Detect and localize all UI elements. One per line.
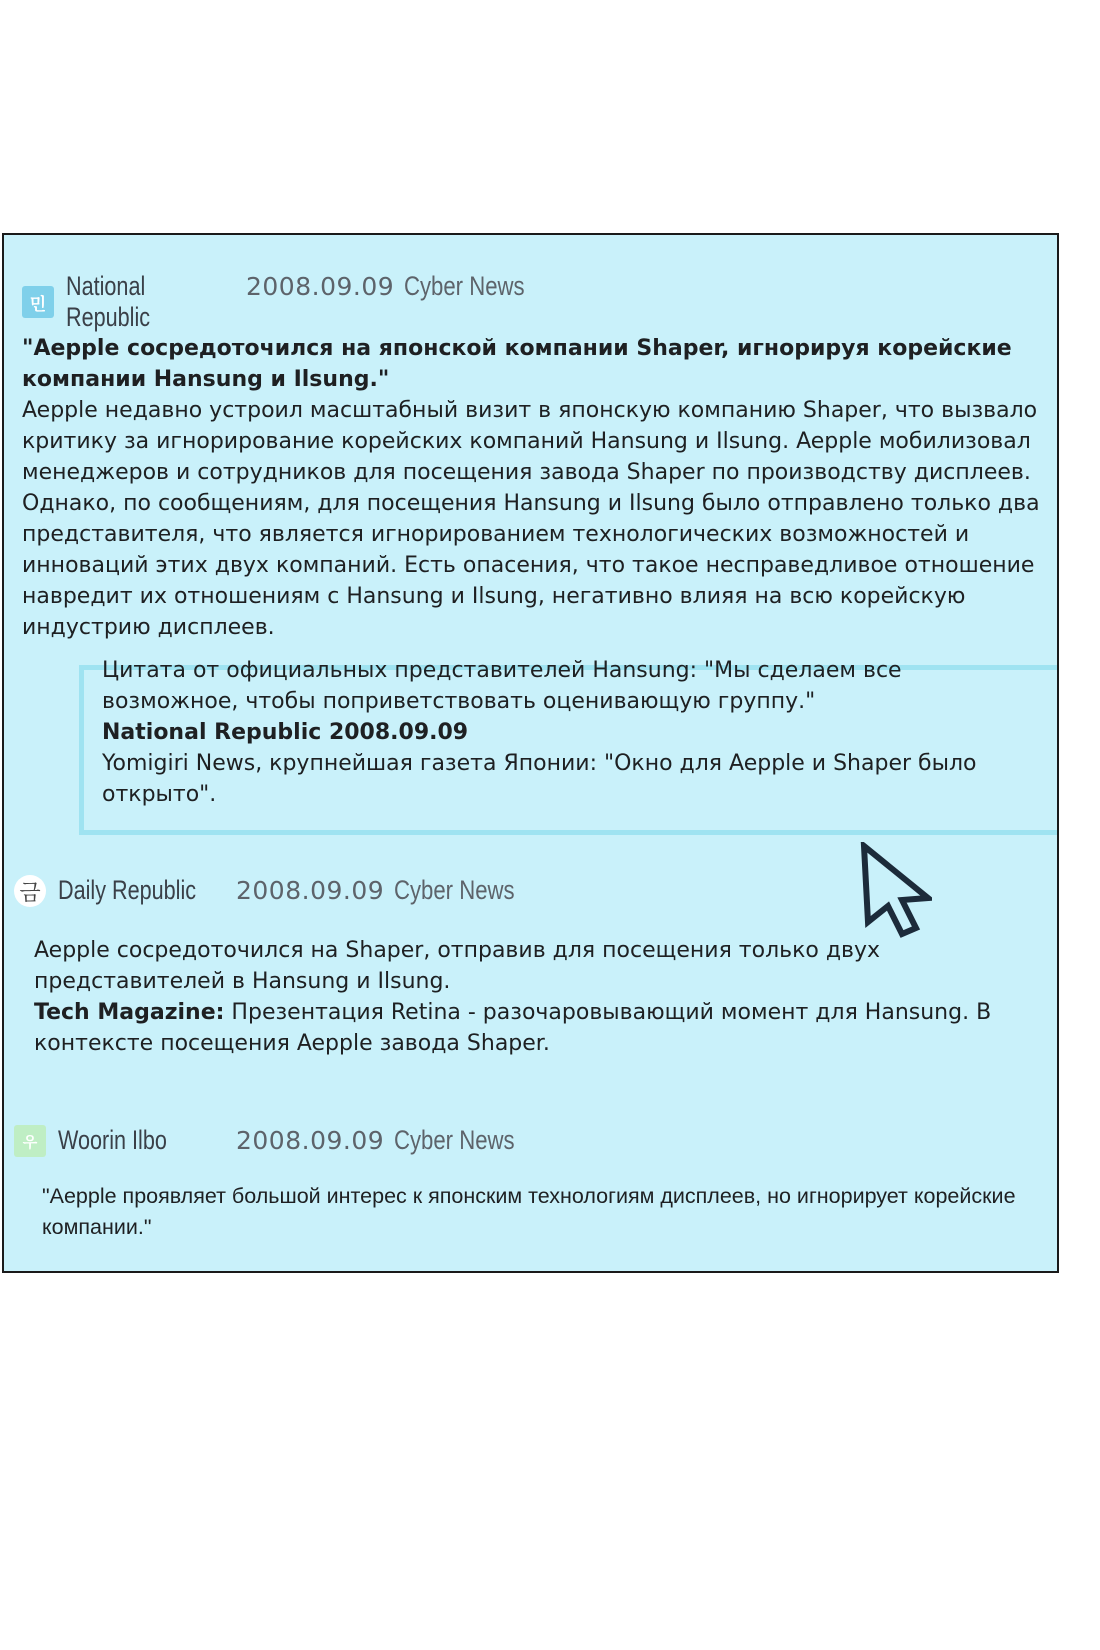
news-panel (2, 233, 1059, 1273)
article-category[interactable]: Cyber News (404, 271, 525, 301)
article-date: 2008.09.09 (246, 272, 395, 301)
source-name[interactable]: National Republic (66, 271, 151, 332)
article-body: Aepple недавно устроил масштабный визит в японскую компанию Shaper, что вызвало критику за игнорирование корейских компаний Hansung и Ilsung. Aepple мобилизовал менеджеров и сотрудников для посещения завода Shaper по производству дисплеев. Однако, по сообщениям, для посещения Hansung и Ilsung было отправлено только два представителя, что является игнорированием технологических возможностей и инноваций этих двух компаний. Есть опасения, что такое несправедливое отношение навредит их отношениям с Hansung и Ilsung, негативно влияя на всю корейскую индустрию дисплеев. (22, 398, 1040, 640)
article-category[interactable]: Cyber News (394, 875, 515, 905)
article-source-row (22, 271, 551, 333)
article-date: 2008.09.09 (236, 1126, 385, 1155)
source-name[interactable]: Daily Republic (58, 875, 197, 905)
source-name[interactable]: Woorin Ilbo (58, 1125, 167, 1155)
article-headline[interactable]: "Aepple проявляет большой интерес к японским технологиям дисплеев, но игнорирует корейские компании." (42, 1184, 1016, 1239)
article-source-row (14, 1125, 541, 1157)
daily-republic-logo-icon: 금 (14, 875, 46, 907)
quote-text: Цитата от официальных представителей Hansung: "Мы сделаем все возможное, чтобы поприветствовать оценивающую группу." (102, 658, 902, 714)
article-body: Aepple сосредоточился на Shaper, отправив для посещения только двух представителей в Hansung и Ilsung. (34, 938, 881, 994)
quote-source: National Republic 2008.09.09 (102, 720, 469, 745)
article-category[interactable]: Cyber News (394, 1125, 515, 1155)
article-date: 2008.09.09 (236, 876, 385, 905)
quote-text-2: Yomigiri News, крупнейшая газета Японии: "Окно для Aepple и Shaper было открыто". (102, 751, 977, 807)
article-extra (34, 997, 1024, 1059)
extra-label: Tech Magazine: (34, 1000, 225, 1025)
woorin-ilbo-logo-icon: 우 (14, 1125, 46, 1157)
extra-text: Презентация Retina - разочаровывающий момент для Hansung. В контексте посещения Aepple завода Shaper. (34, 1000, 992, 1056)
article-source-row (14, 875, 541, 907)
mouse-pointer-icon (860, 842, 932, 938)
national-republic-logo-icon: 민 (22, 286, 54, 318)
article-headline[interactable]: "Aepple сосредоточился на японской компании Shaper, игнорируя корейские компании Hansung и Ilsung." (22, 336, 1012, 392)
